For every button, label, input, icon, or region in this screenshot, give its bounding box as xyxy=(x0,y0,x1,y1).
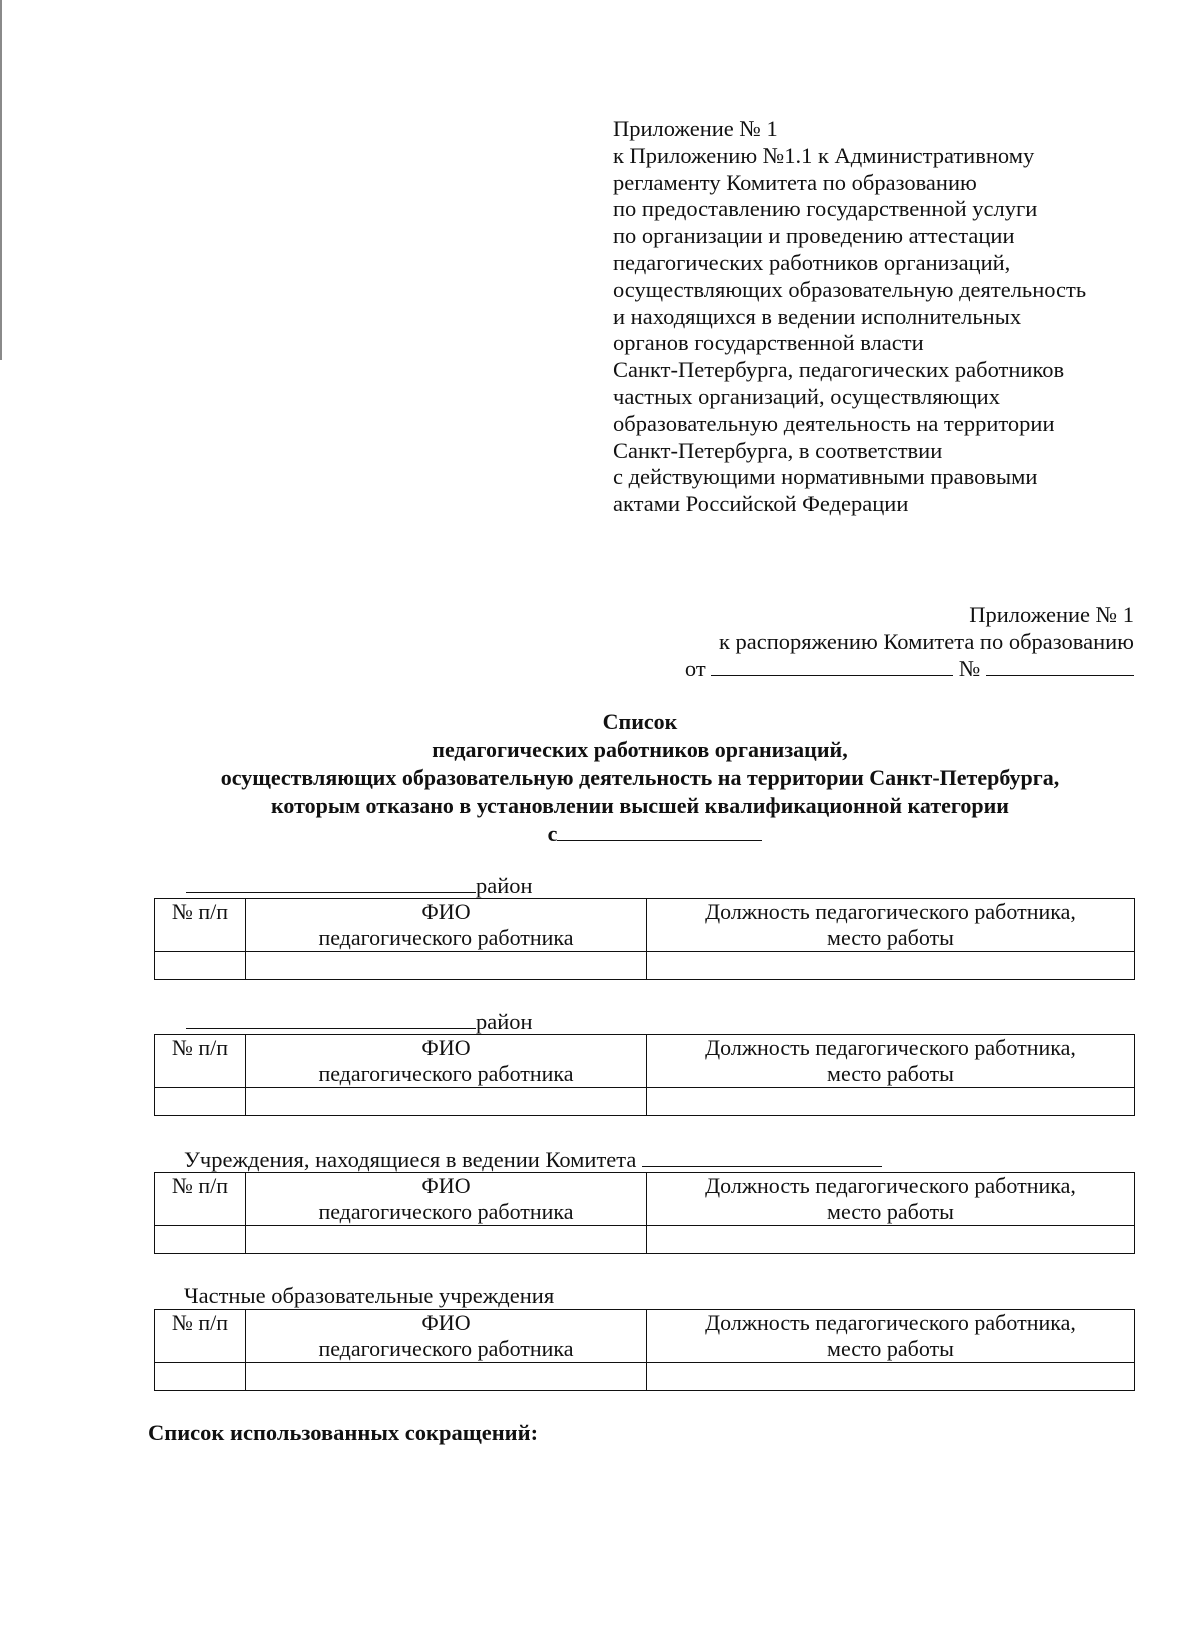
appendix-header-line: к Приложению №1.1 к Административному xyxy=(613,142,1035,168)
order-date-number-line xyxy=(574,655,1134,682)
appendix-header-line: с действующими нормативными правовыми xyxy=(613,464,1038,490)
appendix-header xyxy=(613,116,1173,518)
header-position-line2: место работы xyxy=(827,1199,954,1224)
header-position-line1: Должность педагогического работника, xyxy=(705,1173,1076,1198)
appendix-header-line: образовательную деятельность на территории xyxy=(613,410,1055,436)
section-1-blank xyxy=(186,872,476,893)
table-row xyxy=(155,1226,1135,1254)
header-name xyxy=(246,899,647,952)
header-name-line2: педагогического работника xyxy=(318,925,574,950)
section-1-label xyxy=(186,872,533,899)
scan-edge-mark xyxy=(0,0,2,360)
table-cell-empty xyxy=(246,952,647,980)
table-cell-empty xyxy=(647,1088,1135,1116)
table-cell-empty xyxy=(647,952,1135,980)
section-3-blank xyxy=(642,1146,882,1167)
header-name-line1: ФИО xyxy=(421,1173,471,1198)
table-cell-empty xyxy=(155,952,246,980)
header-position xyxy=(647,1035,1135,1088)
table-header-row xyxy=(155,1310,1135,1363)
appendix-header-line: осуществляющих образовательную деятельность xyxy=(613,276,1087,302)
header-name-line2: педагогического работника xyxy=(318,1336,574,1361)
appendix-header-line: органов государственной власти xyxy=(613,330,924,356)
header-position-line2: место работы xyxy=(827,1336,954,1361)
section-3-text: Учреждения, находящиеся в ведении Комитета xyxy=(184,1147,637,1172)
appendix-header-line: Санкт-Петербурга, педагогических работников xyxy=(613,357,1065,383)
order-header xyxy=(574,601,1134,682)
appendix-header-line: и находящихся в ведении исполнительных xyxy=(613,303,1022,329)
title-line: Список xyxy=(602,709,678,734)
table-cell-empty xyxy=(155,1088,246,1116)
header-name xyxy=(246,1035,647,1088)
document-title xyxy=(140,708,1140,848)
staff-table-2 xyxy=(154,1034,1135,1116)
abbreviations-title: Список использованных сокращений: xyxy=(148,1420,539,1445)
header-position xyxy=(647,1310,1135,1363)
table-cell-empty xyxy=(155,1226,246,1254)
table-row xyxy=(155,1088,1135,1116)
staff-table-3 xyxy=(154,1172,1135,1254)
appendix-header-line: актами Российской Федерации xyxy=(613,491,909,517)
table-cell-empty xyxy=(647,1226,1135,1254)
header-name-line2: педагогического работника xyxy=(318,1061,574,1086)
header-position-line1: Должность педагогического работника, xyxy=(705,1310,1076,1335)
order-date-label: от xyxy=(684,656,706,681)
header-position-line1: Должность педагогического работника, xyxy=(705,899,1076,924)
header-name xyxy=(246,1173,647,1226)
table-row xyxy=(155,1363,1135,1391)
order-date-blank xyxy=(711,655,953,676)
header-name-line1: ФИО xyxy=(421,1035,471,1060)
title-line: педагогических работников организаций, xyxy=(432,737,848,762)
header-num: № п/п xyxy=(155,899,246,952)
header-name-line1: ФИО xyxy=(421,1310,471,1335)
table-cell-empty xyxy=(246,1363,647,1391)
table-cell-empty xyxy=(246,1088,647,1116)
section-3-label xyxy=(184,1146,882,1173)
table-cell-empty xyxy=(647,1363,1135,1391)
order-header-title: Приложение № 1 xyxy=(969,602,1134,627)
header-num: № п/п xyxy=(155,1173,246,1226)
header-num: № п/п xyxy=(155,1035,246,1088)
order-header-subtitle: к распоряжению Комитета по образованию xyxy=(718,629,1134,654)
table-header-row xyxy=(155,1035,1135,1088)
header-position xyxy=(647,899,1135,952)
table-cell-empty xyxy=(246,1226,647,1254)
table-cell-empty xyxy=(155,1363,246,1391)
section-1-text: район xyxy=(476,873,533,898)
appendix-header-line: по предоставлению государственной услуги xyxy=(613,196,1038,222)
section-4-label xyxy=(184,1283,554,1309)
staff-table-1 xyxy=(154,898,1135,980)
section-2-label xyxy=(186,1008,533,1035)
staff-table-4 xyxy=(154,1309,1135,1391)
appendix-header-line: педагогических работников организаций, xyxy=(613,249,1011,275)
header-name xyxy=(246,1310,647,1363)
section-2-text: район xyxy=(476,1009,533,1034)
table-row xyxy=(155,952,1135,980)
order-number-blank xyxy=(986,655,1134,676)
section-2-blank xyxy=(186,1008,476,1029)
header-position-line1: Должность педагогического работника, xyxy=(705,1035,1076,1060)
title-line: которым отказано в установлении высшей квалификационной категории xyxy=(271,793,1009,818)
order-number-label: № xyxy=(958,656,981,681)
title-line: осуществляющих образовательную деятельность на территории Санкт-Петербурга, xyxy=(220,765,1060,790)
header-position xyxy=(647,1173,1135,1226)
appendix-header-line: Санкт-Петербурга, в соответствии xyxy=(613,437,943,463)
appendix-header-line: Приложение № 1 xyxy=(613,116,778,141)
title-date-prefix: с xyxy=(547,821,558,846)
section-4-text: Частные образовательные учреждения xyxy=(184,1283,555,1308)
header-num: № п/п xyxy=(155,1310,246,1363)
header-name-line2: педагогического работника xyxy=(318,1199,574,1224)
title-date-line xyxy=(140,820,1140,848)
table-header-row xyxy=(155,899,1135,952)
appendix-header-line: регламенту Комитета по образованию xyxy=(613,169,977,195)
header-name-line1: ФИО xyxy=(421,899,471,924)
title-date-blank xyxy=(557,820,762,841)
header-position-line2: место работы xyxy=(827,1061,954,1086)
header-position-line2: место работы xyxy=(827,925,954,950)
appendix-header-line: по организации и проведению аттестации xyxy=(613,223,1015,249)
table-header-row xyxy=(155,1173,1135,1226)
appendix-header-line: частных организаций, осуществляющих xyxy=(613,383,1000,409)
